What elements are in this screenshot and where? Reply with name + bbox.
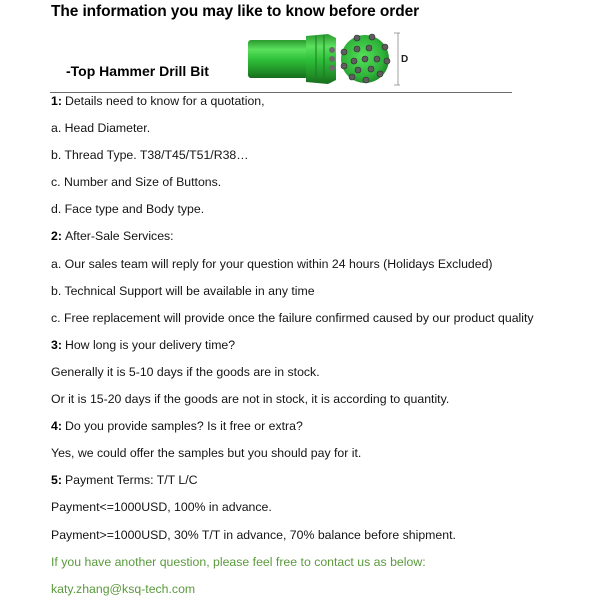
product-subtitle: -Top Hammer Drill Bit <box>66 63 209 79</box>
contact-email-link[interactable]: katy.zhang@ksq-tech.com <box>51 581 196 596</box>
section-number: 1: <box>51 94 62 108</box>
list-item: Payment<=1000USD, 100% in advance. <box>51 500 272 515</box>
section-number: 5: <box>51 473 62 488</box>
faq-content <box>51 93 600 608</box>
list-item: c. Free replacement will provide once the failure confirmed caused by our product quality <box>51 310 534 325</box>
section-3-heading: 3: How long is your delivery time? <box>51 337 236 352</box>
section-5-heading: 5: Payment Terms: T/T L/C <box>51 473 198 488</box>
section-number: 2: <box>51 229 62 244</box>
list-item: c. Number and Size of Buttons. <box>51 175 222 190</box>
list-item: a. Our sales team will reply for your question within 24 hours (Holidays Excluded) <box>51 256 493 271</box>
section-number: 4: <box>51 419 62 434</box>
list-item: b. Technical Support will be available in any time <box>51 283 315 298</box>
list-item: b. Thread Type. T38/T45/T51/R38… <box>51 148 249 163</box>
dimension-label: D <box>401 54 409 65</box>
section-2-heading: 2: After-Sale Services: <box>51 229 174 244</box>
list-item: Generally it is 5-10 days if the goods are in stock. <box>51 364 320 379</box>
list-item: Yes, we could offer the samples but you should pay for it. <box>51 446 362 461</box>
section-4-heading: 4: Do you provide samples? Is it free or extra? <box>51 419 303 434</box>
contact-prompt: If you have another question, please feel free to contact us as below: <box>51 554 426 569</box>
list-item: d. Face type and Body type. <box>51 202 205 217</box>
list-item: a. Head Diameter. <box>51 121 151 136</box>
list-item: Or it is 15-20 days if the goods are not in stock, it is according to quantity. <box>51 392 450 407</box>
list-item: Payment>=1000USD, 30% T/T in advance, 70% balance before shipment. <box>51 527 456 542</box>
section-number: 3: <box>51 337 62 352</box>
page-title: The information you may like to know before order <box>51 3 420 20</box>
section-1-heading: 1: Details need to know for a quotation, <box>51 94 265 108</box>
drill-bit-image <box>240 28 410 88</box>
